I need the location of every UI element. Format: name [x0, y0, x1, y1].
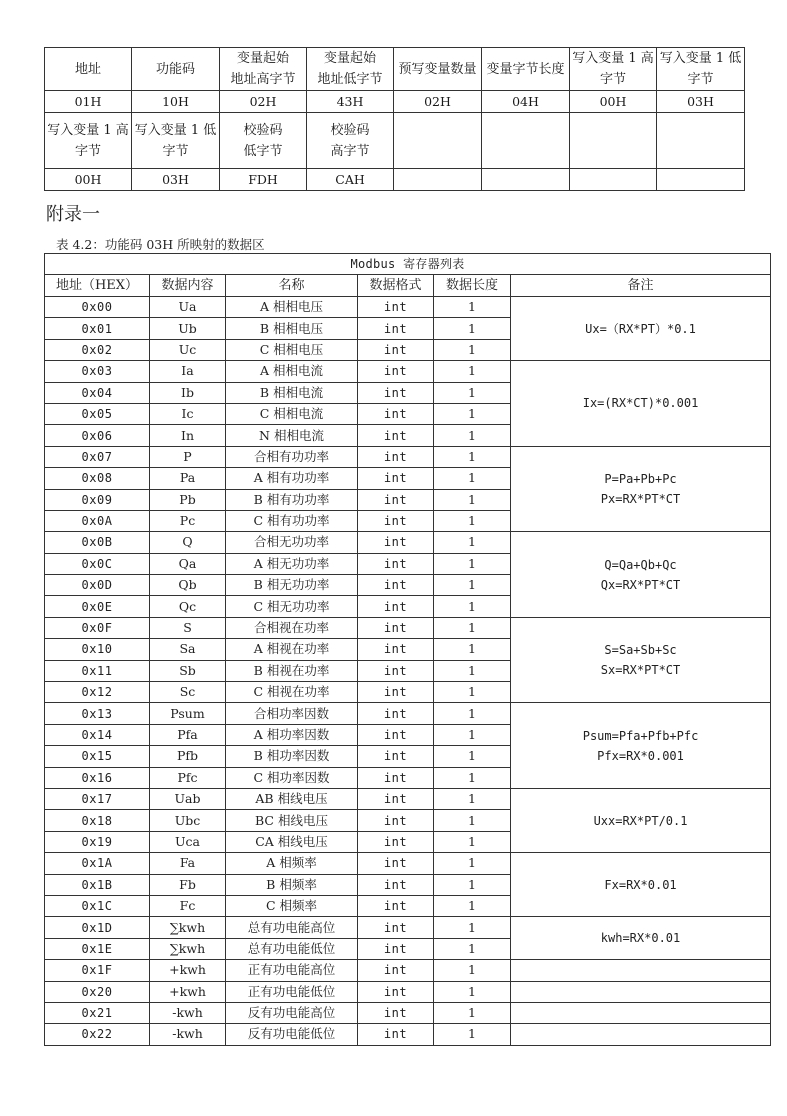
content-cell: Qb: [150, 575, 226, 596]
length-cell: 1: [434, 981, 511, 1002]
address-cell: 0x1C: [45, 895, 150, 916]
length-cell: 1: [434, 917, 511, 938]
length-cell: 1: [434, 853, 511, 874]
frame-cell: 写入变量 1 低 字节: [657, 48, 745, 91]
address-cell: 0x13: [45, 703, 150, 724]
name-cell: 合相有功功率: [226, 446, 358, 467]
content-cell: ∑kwh: [150, 938, 226, 959]
format-cell: int: [358, 468, 434, 489]
frame-header-row: [45, 48, 745, 91]
name-cell: B 相频率: [226, 874, 358, 895]
address-cell: 0x1B: [45, 874, 150, 895]
note-formula: Fx=RX*0.01: [604, 877, 677, 892]
address-cell: 0x00: [45, 297, 150, 318]
table-title-row: [45, 254, 771, 275]
frame-cell: 03H: [657, 91, 745, 113]
frame-cell: [482, 169, 570, 191]
name-cell: A 相视在功率: [226, 639, 358, 660]
note-cell: [511, 703, 771, 789]
name-cell: A 相相电流: [226, 361, 358, 382]
frame-header-row: [45, 113, 745, 169]
format-cell: int: [358, 596, 434, 617]
format-cell: int: [358, 489, 434, 510]
address-cell: 0x1D: [45, 917, 150, 938]
content-cell: Ib: [150, 382, 226, 403]
length-cell: 1: [434, 468, 511, 489]
table-row: [45, 703, 771, 724]
frame-cell: 03H: [132, 169, 220, 191]
frame-cell: CAH: [307, 169, 394, 191]
note-cell: [511, 981, 771, 1002]
name-cell: BC 相线电压: [226, 810, 358, 831]
content-cell: Sc: [150, 682, 226, 703]
address-cell: 0x1E: [45, 938, 150, 959]
format-cell: int: [358, 361, 434, 382]
content-cell: Pfa: [150, 724, 226, 745]
note-formula: S=Sa+Sb+Sc: [604, 643, 677, 658]
address-cell: 0x20: [45, 981, 150, 1002]
note-cell: [511, 297, 771, 361]
table-row: [45, 917, 771, 938]
column-header-format: 数据格式: [358, 275, 434, 297]
format-cell: int: [358, 767, 434, 788]
name-cell: 正有功电能高位: [226, 960, 358, 981]
address-cell: 0x05: [45, 403, 150, 424]
frame-cell: 写入变量 1 高 字节: [570, 48, 657, 91]
table-row: [45, 1024, 771, 1045]
length-cell: 1: [434, 682, 511, 703]
note-cell: [511, 1024, 771, 1045]
table-row: [45, 981, 771, 1002]
address-cell: 0x0C: [45, 553, 150, 574]
address-cell: 0x1A: [45, 853, 150, 874]
format-cell: int: [358, 853, 434, 874]
table-row: [45, 1002, 771, 1023]
content-cell: Ua: [150, 297, 226, 318]
length-cell: 1: [434, 596, 511, 617]
length-cell: 1: [434, 938, 511, 959]
table-row: [45, 853, 771, 874]
frame-cell: [657, 169, 745, 191]
note-cell: [511, 788, 771, 852]
address-cell: 0x09: [45, 489, 150, 510]
table-row: [45, 532, 771, 553]
name-cell: A 相相电压: [226, 297, 358, 318]
length-cell: 1: [434, 339, 511, 360]
address-cell: 0x17: [45, 788, 150, 809]
frame-cell: 02H: [220, 91, 307, 113]
format-cell: int: [358, 532, 434, 553]
content-cell: Qc: [150, 596, 226, 617]
length-cell: 1: [434, 960, 511, 981]
column-header-content: 数据内容: [150, 275, 226, 297]
format-cell: int: [358, 1002, 434, 1023]
content-cell: Fa: [150, 853, 226, 874]
content-cell: In: [150, 425, 226, 446]
content-cell: -kwh: [150, 1002, 226, 1023]
frame-cell: [394, 113, 482, 169]
format-cell: int: [358, 810, 434, 831]
format-cell: int: [358, 403, 434, 424]
frame-cell: 地址: [45, 48, 132, 91]
frame-cell: 变量字节长度: [482, 48, 570, 91]
name-cell: C 相视在功率: [226, 682, 358, 703]
frame-cell: 校验码 低字节: [220, 113, 307, 169]
format-cell: int: [358, 682, 434, 703]
name-cell: 合相功率因数: [226, 703, 358, 724]
frame-cell: 00H: [570, 91, 657, 113]
frame-cell: 写入变量 1 低 字节: [132, 113, 220, 169]
frame-value-row: [45, 91, 745, 113]
address-cell: 0x15: [45, 746, 150, 767]
frame-cell: 04H: [482, 91, 570, 113]
name-cell: C 相功率因数: [226, 767, 358, 788]
frame-value-row: [45, 169, 745, 191]
address-cell: 0x14: [45, 724, 150, 745]
length-cell: 1: [434, 361, 511, 382]
format-cell: int: [358, 703, 434, 724]
note-formula: Pfx=RX*0.001: [597, 748, 684, 763]
frame-cell: 00H: [45, 169, 132, 191]
content-cell: Sa: [150, 639, 226, 660]
content-cell: Qa: [150, 553, 226, 574]
address-cell: 0x11: [45, 660, 150, 681]
name-cell: C 相无功功率: [226, 596, 358, 617]
name-cell: CA 相线电压: [226, 831, 358, 852]
frame-cell: [657, 113, 745, 169]
address-cell: 0x1F: [45, 960, 150, 981]
format-cell: int: [358, 1024, 434, 1045]
column-header-name: 名称: [226, 275, 358, 297]
content-cell: Fc: [150, 895, 226, 916]
name-cell: B 相相电压: [226, 318, 358, 339]
note-formula: Psum=Pfa+Pfb+Pfc: [582, 728, 699, 743]
frame-cell: [394, 169, 482, 191]
frame-cell: 校验码 高字节: [307, 113, 394, 169]
note-formula: P=Pa+Pb+Pc: [604, 472, 677, 487]
note-cell: [511, 917, 771, 960]
format-cell: int: [358, 874, 434, 895]
frame-cell: 写入变量 1 高 字节: [45, 113, 132, 169]
content-cell: Uc: [150, 339, 226, 360]
note-cell: [511, 361, 771, 447]
address-cell: 0x08: [45, 468, 150, 489]
content-cell: Ubc: [150, 810, 226, 831]
content-cell: Pb: [150, 489, 226, 510]
length-cell: 1: [434, 703, 511, 724]
name-cell: 反有功电能高位: [226, 1002, 358, 1023]
address-cell: 0x0A: [45, 510, 150, 531]
table-caption: 表 4.2：功能码 03H 所映射的数据区: [56, 237, 265, 252]
name-cell: B 相无功功率: [226, 575, 358, 596]
length-cell: 1: [434, 639, 511, 660]
address-cell: 0x0F: [45, 617, 150, 638]
note-formula: kwh=RX*0.01: [600, 931, 681, 946]
address-cell: 0x16: [45, 767, 150, 788]
length-cell: 1: [434, 575, 511, 596]
frame-cell: 预写变量数量: [394, 48, 482, 91]
frame-cell: 变量起始 地址高字节: [220, 48, 307, 91]
format-cell: int: [358, 617, 434, 638]
content-cell: -kwh: [150, 1024, 226, 1045]
content-cell: Ia: [150, 361, 226, 382]
frame-cell: FDH: [220, 169, 307, 191]
column-header-notes: 备注: [511, 275, 771, 297]
format-cell: int: [358, 575, 434, 596]
note-cell: [511, 853, 771, 917]
format-cell: int: [358, 960, 434, 981]
address-cell: 0x21: [45, 1002, 150, 1023]
content-cell: Ic: [150, 403, 226, 424]
content-cell: P: [150, 446, 226, 467]
length-cell: 1: [434, 382, 511, 403]
format-cell: int: [358, 639, 434, 660]
note-cell: [511, 446, 771, 532]
content-cell: Uab: [150, 788, 226, 809]
length-cell: 1: [434, 724, 511, 745]
note-cell: [511, 532, 771, 618]
table-title: Modbus 寄存器列表: [350, 257, 465, 271]
name-cell: 合相无功功率: [226, 532, 358, 553]
name-cell: A 相有功功率: [226, 468, 358, 489]
name-cell: A 相无功功率: [226, 553, 358, 574]
length-cell: 1: [434, 403, 511, 424]
format-cell: int: [358, 981, 434, 1002]
frame-cell: 变量起始 地址低字节: [307, 48, 394, 91]
address-cell: 0x0B: [45, 532, 150, 553]
content-cell: Q: [150, 532, 226, 553]
note-cell: [511, 960, 771, 981]
frame-cell: 43H: [307, 91, 394, 113]
address-cell: 0x06: [45, 425, 150, 446]
name-cell: C 相相电流: [226, 403, 358, 424]
length-cell: 1: [434, 510, 511, 531]
length-cell: 1: [434, 767, 511, 788]
format-cell: int: [358, 318, 434, 339]
table-row: [45, 297, 771, 318]
note-formula: Sx=RX*PT*CT: [600, 663, 681, 678]
note-formula: Qx=RX*PT*CT: [600, 577, 681, 592]
content-cell: Psum: [150, 703, 226, 724]
format-cell: int: [358, 831, 434, 852]
frame-cell: 10H: [132, 91, 220, 113]
modbus-register-table: [44, 253, 771, 1046]
format-cell: int: [358, 917, 434, 938]
length-cell: 1: [434, 810, 511, 831]
length-cell: 1: [434, 489, 511, 510]
note-cell: [511, 1002, 771, 1023]
frame-cell: 功能码: [132, 48, 220, 91]
address-cell: 0x19: [45, 831, 150, 852]
name-cell: C 相频率: [226, 895, 358, 916]
address-cell: 0x18: [45, 810, 150, 831]
appendix-title: 附录一: [46, 204, 100, 225]
name-cell: A 相频率: [226, 853, 358, 874]
content-cell: Pfc: [150, 767, 226, 788]
length-cell: 1: [434, 1002, 511, 1023]
name-cell: B 相有功功率: [226, 489, 358, 510]
address-cell: 0x04: [45, 382, 150, 403]
address-cell: 0x10: [45, 639, 150, 660]
content-cell: +kwh: [150, 981, 226, 1002]
content-cell: Pc: [150, 510, 226, 531]
frame-cell: 02H: [394, 91, 482, 113]
length-cell: 1: [434, 746, 511, 767]
frame-cell: 01H: [45, 91, 132, 113]
content-cell: Ub: [150, 318, 226, 339]
address-cell: 0x02: [45, 339, 150, 360]
table-row: [45, 960, 771, 981]
length-cell: 1: [434, 553, 511, 574]
format-cell: int: [358, 788, 434, 809]
frame-cell: [482, 113, 570, 169]
format-cell: int: [358, 746, 434, 767]
modbus-frame-table: [44, 47, 745, 191]
address-cell: 0x22: [45, 1024, 150, 1045]
length-cell: 1: [434, 425, 511, 446]
table-row: [45, 788, 771, 809]
address-cell: 0x07: [45, 446, 150, 467]
address-cell: 0x03: [45, 361, 150, 382]
length-cell: 1: [434, 874, 511, 895]
table-row: [45, 617, 771, 638]
content-cell: Uca: [150, 831, 226, 852]
name-cell: AB 相线电压: [226, 788, 358, 809]
address-cell: 0x12: [45, 682, 150, 703]
frame-cell: [570, 113, 657, 169]
note-formula: Q=Qa+Qb+Qc: [604, 557, 677, 572]
content-cell: Fb: [150, 874, 226, 895]
note-formula: Ux=（RX*PT）*0.1: [585, 321, 696, 336]
content-cell: Sb: [150, 660, 226, 681]
name-cell: C 相相电压: [226, 339, 358, 360]
length-cell: 1: [434, 895, 511, 916]
note-formula: Ix=(RX*CT)*0.001: [582, 396, 699, 411]
note-cell: [511, 617, 771, 703]
content-cell: Pfb: [150, 746, 226, 767]
column-header-length: 数据长度: [434, 275, 511, 297]
address-cell: 0x0D: [45, 575, 150, 596]
length-cell: 1: [434, 788, 511, 809]
name-cell: 总有功电能低位: [226, 938, 358, 959]
format-cell: int: [358, 660, 434, 681]
table-row: [45, 361, 771, 382]
length-cell: 1: [434, 617, 511, 638]
address-cell: 0x01: [45, 318, 150, 339]
format-cell: int: [358, 553, 434, 574]
content-cell: +kwh: [150, 960, 226, 981]
length-cell: 1: [434, 660, 511, 681]
content-cell: S: [150, 617, 226, 638]
content-cell: Pa: [150, 468, 226, 489]
length-cell: 1: [434, 446, 511, 467]
length-cell: 1: [434, 1024, 511, 1045]
frame-cell: [570, 169, 657, 191]
format-cell: int: [358, 895, 434, 916]
note-formula: Uxx=RX*PT/0.1: [593, 813, 688, 828]
length-cell: 1: [434, 318, 511, 339]
name-cell: 反有功电能低位: [226, 1024, 358, 1045]
length-cell: 1: [434, 532, 511, 553]
format-cell: int: [358, 297, 434, 318]
name-cell: 正有功电能低位: [226, 981, 358, 1002]
name-cell: B 相功率因数: [226, 746, 358, 767]
table-row: [45, 446, 771, 467]
name-cell: B 相视在功率: [226, 660, 358, 681]
format-cell: int: [358, 425, 434, 446]
name-cell: N 相相电流: [226, 425, 358, 446]
name-cell: B 相相电流: [226, 382, 358, 403]
length-cell: 1: [434, 831, 511, 852]
format-cell: int: [358, 382, 434, 403]
length-cell: 1: [434, 297, 511, 318]
format-cell: int: [358, 938, 434, 959]
name-cell: 总有功电能高位: [226, 917, 358, 938]
column-header-address: 地址（HEX）: [45, 275, 150, 297]
format-cell: int: [358, 510, 434, 531]
name-cell: A 相功率因数: [226, 724, 358, 745]
note-formula: Px=RX*PT*CT: [600, 492, 681, 507]
address-cell: 0x0E: [45, 596, 150, 617]
column-header-row: [45, 275, 771, 297]
name-cell: 合相视在功率: [226, 617, 358, 638]
format-cell: int: [358, 724, 434, 745]
format-cell: int: [358, 339, 434, 360]
content-cell: ∑kwh: [150, 917, 226, 938]
name-cell: C 相有功功率: [226, 510, 358, 531]
format-cell: int: [358, 446, 434, 467]
